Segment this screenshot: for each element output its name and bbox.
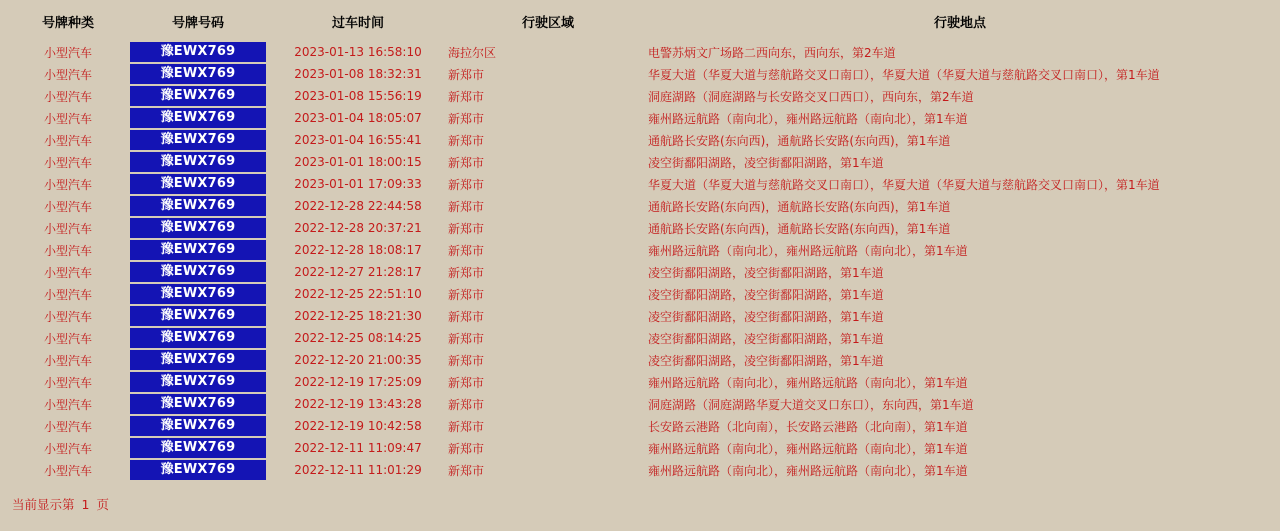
cell-area: 新郑市 xyxy=(448,67,485,82)
cell-plate-number xyxy=(128,349,268,371)
cell-plate-type: 小型汽车 xyxy=(43,441,92,456)
cell-location: 雍州路远航路（南向北），雍州路远航路（南向北），第1车道 xyxy=(648,111,968,126)
cell-plate-number xyxy=(128,217,268,239)
table-row xyxy=(8,151,1272,173)
cell-plate-type: 小型汽车 xyxy=(43,133,92,148)
cell-plate-number xyxy=(128,107,268,129)
cell-plate-type: 小型汽车 xyxy=(43,463,92,478)
column-header-pass-time: 过车时间 xyxy=(331,16,384,31)
cell-plate-number xyxy=(128,393,268,415)
plate-badge: 豫EWX769 xyxy=(130,438,266,458)
plate-badge: 豫EWX769 xyxy=(130,394,266,414)
cell-plate-type: 小型汽车 xyxy=(43,155,92,170)
cell-plate-type: 小型汽车 xyxy=(43,199,92,214)
cell-plate-number xyxy=(128,151,268,173)
cell-location: 洞庭湖路（洞庭湖路与长安路交叉口西口），西向东，第2车道 xyxy=(648,89,974,104)
cell-pass-time: 2022-12-19 17:25:09 xyxy=(294,375,422,389)
plate-badge: 豫EWX769 xyxy=(130,86,266,106)
cell-area: 新郑市 xyxy=(448,111,485,126)
table-row xyxy=(8,305,1272,327)
cell-plate-number xyxy=(128,63,268,85)
cell-pass-time: 2022-12-11 11:01:29 xyxy=(294,463,422,477)
cell-pass-time: 2022-12-28 20:37:21 xyxy=(294,221,422,235)
cell-location: 雍州路远航路（南向北），雍州路远航路（南向北），第1车道 xyxy=(648,463,968,478)
cell-pass-time: 2022-12-20 21:00:35 xyxy=(294,353,422,367)
cell-plate-number xyxy=(128,283,268,305)
plate-badge: 豫EWX769 xyxy=(130,240,266,260)
cell-plate-type: 小型汽车 xyxy=(43,177,92,192)
cell-plate-type: 小型汽车 xyxy=(43,243,92,258)
table-row xyxy=(8,195,1272,217)
column-header-plate-number: 号牌号码 xyxy=(171,16,224,31)
plate-badge: 豫EWX769 xyxy=(130,152,266,172)
cell-plate-type: 小型汽车 xyxy=(43,67,92,82)
plate-badge: 豫EWX769 xyxy=(130,64,266,84)
plate-badge: 豫EWX769 xyxy=(130,262,266,282)
cell-plate-type: 小型汽车 xyxy=(43,265,92,280)
cell-pass-time: 2022-12-27 21:28:17 xyxy=(294,265,422,279)
column-header-plate-type: 号牌种类 xyxy=(41,16,94,31)
table-row xyxy=(8,173,1272,195)
cell-location: 凌空街鄱阳湖路，凌空街鄱阳湖路，第1车道 xyxy=(648,353,884,368)
cell-location: 凌空街鄱阳湖路，凌空街鄱阳湖路，第1车道 xyxy=(648,265,884,280)
cell-plate-type: 小型汽车 xyxy=(43,375,92,390)
cell-pass-time: 2023-01-13 16:58:10 xyxy=(294,45,422,59)
cell-plate-number xyxy=(128,459,268,481)
pass-records-table xyxy=(8,10,1272,481)
cell-plate-type: 小型汽车 xyxy=(43,309,92,324)
cell-area: 新郑市 xyxy=(448,331,485,346)
plate-badge: 豫EWX769 xyxy=(130,350,266,370)
pagination-status xyxy=(12,495,1280,513)
cell-plate-type: 小型汽车 xyxy=(43,287,92,302)
cell-area: 新郑市 xyxy=(448,199,485,214)
plate-badge: 豫EWX769 xyxy=(130,130,266,150)
cell-plate-number xyxy=(128,261,268,283)
cell-location: 通航路长安路(东向西)，通航路长安路(东向西)，第1车道 xyxy=(648,199,951,214)
plate-badge: 豫EWX769 xyxy=(130,306,266,326)
cell-plate-type: 小型汽车 xyxy=(43,397,92,412)
cell-plate-type: 小型汽车 xyxy=(43,221,92,236)
cell-location: 雍州路远航路（南向北），雍州路远航路（南向北），第1车道 xyxy=(648,243,968,258)
cell-area: 新郑市 xyxy=(448,353,485,368)
table-body xyxy=(8,41,1272,481)
cell-plate-type: 小型汽车 xyxy=(43,353,92,368)
pagination-prefix: 当前显示第 xyxy=(12,497,75,512)
plate-badge: 豫EWX769 xyxy=(130,416,266,436)
cell-location: 电警苏炳文广场路二西向东，西向东，第2车道 xyxy=(648,45,896,60)
table-row xyxy=(8,41,1272,63)
cell-area: 新郑市 xyxy=(448,309,485,324)
cell-plate-number xyxy=(128,415,268,437)
cell-area: 新郑市 xyxy=(448,419,485,434)
cell-pass-time: 2022-12-28 22:44:58 xyxy=(294,199,422,213)
cell-plate-number xyxy=(128,195,268,217)
table-row xyxy=(8,393,1272,415)
cell-location: 凌空街鄱阳湖路，凌空街鄱阳湖路，第1车道 xyxy=(648,309,884,324)
plate-badge: 豫EWX769 xyxy=(130,218,266,238)
table-row xyxy=(8,283,1272,305)
plate-badge: 豫EWX769 xyxy=(130,174,266,194)
pagination-suffix: 页 xyxy=(96,497,109,512)
plate-badge: 豫EWX769 xyxy=(130,108,266,128)
cell-area: 新郑市 xyxy=(448,375,485,390)
cell-pass-time: 2022-12-25 08:14:25 xyxy=(294,331,422,345)
cell-pass-time: 2022-12-28 18:08:17 xyxy=(294,243,422,257)
cell-location: 凌空街鄱阳湖路，凌空街鄱阳湖路，第1车道 xyxy=(648,287,884,302)
cell-location: 洞庭湖路（洞庭湖路华夏大道交叉口东口），东向西，第1车道 xyxy=(648,397,974,412)
table-row xyxy=(8,63,1272,85)
cell-area: 新郑市 xyxy=(448,155,485,170)
table-row xyxy=(8,85,1272,107)
table-row xyxy=(8,371,1272,393)
cell-pass-time: 2023-01-08 15:56:19 xyxy=(294,89,422,103)
cell-plate-number xyxy=(128,173,268,195)
cell-plate-number xyxy=(128,41,268,63)
cell-plate-type: 小型汽车 xyxy=(43,331,92,346)
plate-badge: 豫EWX769 xyxy=(130,328,266,348)
cell-plate-number xyxy=(128,239,268,261)
cell-location: 华夏大道（华夏大道与慈航路交叉口南口），华夏大道（华夏大道与慈航路交叉口南口），第1车道 xyxy=(648,177,1160,192)
cell-pass-time: 2023-01-01 17:09:33 xyxy=(294,177,422,191)
plate-badge: 豫EWX769 xyxy=(130,196,266,216)
cell-location: 通航路长安路(东向西)，通航路长安路(东向西)，第1车道 xyxy=(648,133,951,148)
table-header-row xyxy=(8,10,1272,41)
cell-area: 新郑市 xyxy=(448,133,485,148)
cell-area: 新郑市 xyxy=(448,287,485,302)
table-row xyxy=(8,217,1272,239)
table-row xyxy=(8,437,1272,459)
cell-area: 海拉尔区 xyxy=(448,45,497,60)
cell-pass-time: 2022-12-11 11:09:47 xyxy=(294,441,422,455)
column-header-location: 行驶地点 xyxy=(933,16,986,31)
table-row xyxy=(8,349,1272,371)
cell-pass-time: 2023-01-01 18:00:15 xyxy=(294,155,422,169)
cell-location: 华夏大道（华夏大道与慈航路交叉口南口），华夏大道（华夏大道与慈航路交叉口南口），第1车道 xyxy=(648,67,1160,82)
cell-plate-number xyxy=(128,437,268,459)
cell-area: 新郑市 xyxy=(448,89,485,104)
cell-area: 新郑市 xyxy=(448,463,485,478)
cell-pass-time: 2023-01-04 18:05:07 xyxy=(294,111,422,125)
cell-plate-type: 小型汽车 xyxy=(43,111,92,126)
cell-pass-time: 2023-01-08 18:32:31 xyxy=(294,67,422,81)
cell-location: 雍州路远航路（南向北），雍州路远航路（南向北），第1车道 xyxy=(648,441,968,456)
cell-pass-time: 2022-12-19 10:42:58 xyxy=(294,419,422,433)
table-row xyxy=(8,459,1272,481)
cell-location: 凌空街鄱阳湖路，凌空街鄱阳湖路，第1车道 xyxy=(648,331,884,346)
cell-area: 新郑市 xyxy=(448,441,485,456)
plate-badge: 豫EWX769 xyxy=(130,460,266,480)
column-header-area: 行驶区域 xyxy=(521,16,574,31)
cell-pass-time: 2023-01-04 16:55:41 xyxy=(294,133,422,147)
cell-pass-time: 2022-12-19 13:43:28 xyxy=(294,397,422,411)
table-header xyxy=(8,10,1272,41)
table-row xyxy=(8,239,1272,261)
cell-location: 雍州路远航路（南向北），雍州路远航路（南向北），第1车道 xyxy=(648,375,968,390)
table-row xyxy=(8,415,1272,437)
cell-plate-number xyxy=(128,129,268,151)
table-row xyxy=(8,107,1272,129)
cell-plate-number xyxy=(128,305,268,327)
cell-area: 新郑市 xyxy=(448,243,485,258)
table-row xyxy=(8,129,1272,151)
plate-badge: 豫EWX769 xyxy=(130,42,266,62)
table-row xyxy=(8,261,1272,283)
cell-plate-type: 小型汽车 xyxy=(43,89,92,104)
cell-plate-type: 小型汽车 xyxy=(43,419,92,434)
cell-plate-type: 小型汽车 xyxy=(43,45,92,60)
pagination-page-number: 1 xyxy=(81,497,90,512)
cell-area: 新郑市 xyxy=(448,177,485,192)
cell-location: 长安路云港路（北向南），长安路云港路（北向南），第1车道 xyxy=(648,419,968,434)
cell-area: 新郑市 xyxy=(448,397,485,412)
cell-area: 新郑市 xyxy=(448,265,485,280)
cell-location: 通航路长安路(东向西)，通航路长安路(东向西)，第1车道 xyxy=(648,221,951,236)
cell-plate-number xyxy=(128,371,268,393)
cell-plate-number xyxy=(128,85,268,107)
cell-location: 凌空街鄱阳湖路，凌空街鄱阳湖路，第1车道 xyxy=(648,155,884,170)
cell-area: 新郑市 xyxy=(448,221,485,236)
plate-badge: 豫EWX769 xyxy=(130,284,266,304)
cell-plate-number xyxy=(128,327,268,349)
table-row xyxy=(8,327,1272,349)
plate-badge: 豫EWX769 xyxy=(130,372,266,392)
cell-pass-time: 2022-12-25 18:21:30 xyxy=(294,309,422,323)
cell-pass-time: 2022-12-25 22:51:10 xyxy=(294,287,422,301)
